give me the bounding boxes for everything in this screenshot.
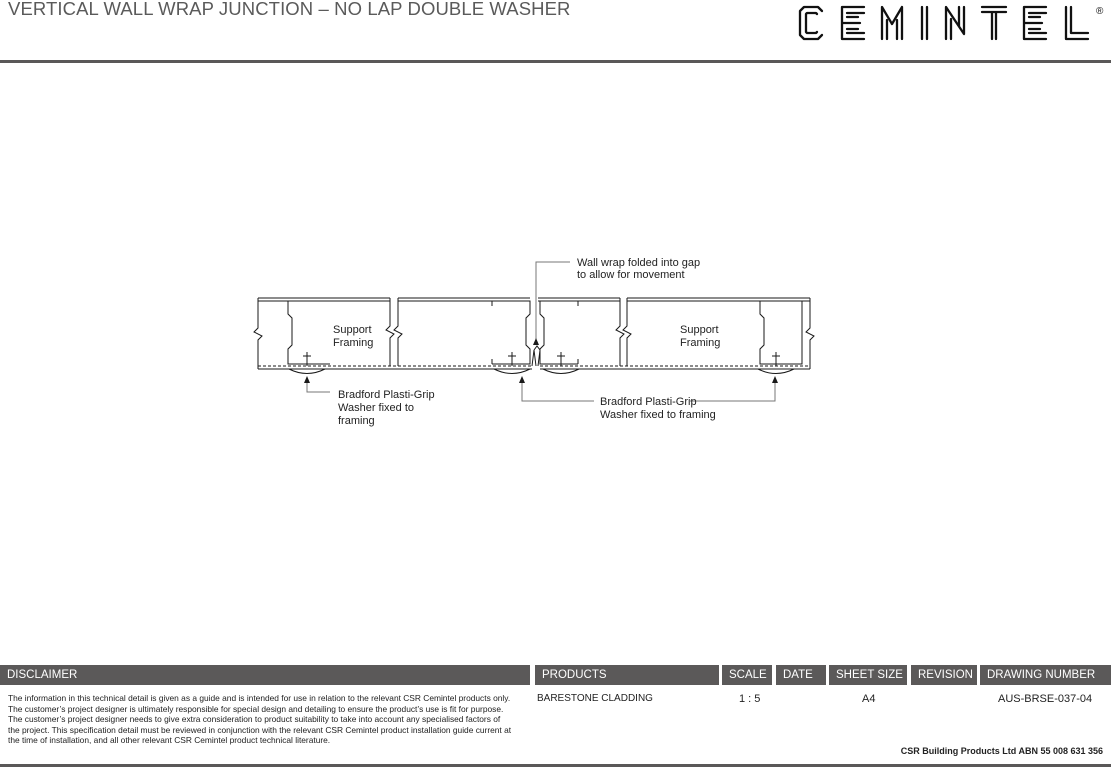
registered-mark: ® [1096, 6, 1104, 17]
header-scale: SCALE [722, 665, 772, 685]
wall-wrap-fold [532, 346, 540, 366]
leader-washer-left [307, 380, 330, 392]
header-date: DATE [776, 665, 826, 685]
products-value: BARESTONE CLADDING [537, 693, 653, 704]
break-line-right-mid [616, 298, 631, 366]
stud-right [760, 301, 802, 364]
label-wall-wrap-1: Wall wrap folded into gap [577, 257, 701, 269]
stud-left [288, 301, 330, 364]
label-wall-wrap-2: to allow for movement [577, 269, 685, 281]
arrow-wall-wrap [533, 338, 539, 345]
label-washer-left-2: Washer fixed to [338, 402, 415, 414]
arrow-washer-right [772, 376, 778, 383]
washer-right [758, 369, 794, 374]
header-drawing-number: DRAWING NUMBER [980, 665, 1111, 685]
header-disclaimer: DISCLAIMER [0, 665, 530, 685]
arrow-washer-left [304, 376, 310, 383]
company-abn: CSR Building Products Ltd ABN 55 008 631 356 [900, 746, 1103, 756]
arrow-washer-mid [519, 376, 525, 383]
label-support-framing-right-1: Support [680, 324, 719, 336]
label-washer-right-1: Bradford Plasti-Grip [600, 396, 697, 408]
label-support-framing-left-2: Framing [333, 337, 374, 349]
label-washer-left-3: framing [338, 415, 375, 427]
stud-mid-right [540, 301, 578, 364]
header-products: PRODUCTS [535, 665, 719, 685]
header-revision: REVISION [911, 665, 977, 685]
bottom-rule [0, 764, 1111, 767]
header-sheet-size: SHEET SIZE [829, 665, 907, 685]
break-line-right [806, 298, 814, 369]
break-line-left [254, 298, 262, 369]
washer-left [289, 369, 325, 374]
break-line-mid [386, 298, 402, 366]
scale-value: 1 : 5 [739, 693, 761, 705]
label-washer-left-1: Bradford Plasti-Grip [338, 389, 435, 401]
leader-wall-wrap [536, 262, 570, 342]
label-support-framing-left-1: Support [333, 324, 372, 336]
washer-mid-left [494, 369, 530, 374]
stud-mid-left [492, 301, 530, 364]
page-title: VERTICAL WALL WRAP JUNCTION – NO LAP DOUBLE WASHER [8, 0, 571, 19]
label-washer-right-2: Washer fixed to framing [600, 409, 716, 421]
label-support-framing-right-2: Framing [680, 337, 721, 349]
sheet-size-value: A4 [862, 693, 876, 705]
drawing-number-value: AUS-BRSE-037-04 [998, 693, 1093, 705]
disclaimer-text: The information in this technical detail is given as a guide and is intended for use in relation to the relevant CSR Cemintel products only. The customer’s project designer is ultimately responsible for special design and detailing to ensure the product’s use is fit for purpose. The customer’s project designer needs to give extra consideration to product suitability to take into account any specialised factors of the project. This specification detail must be reviewed in conjunction with the relevant CSR Cemintel product installation guide current at the time of installation, and all other relevant CSR Cemintel product technical literature. [8, 693, 512, 746]
washer-mid-right [543, 369, 579, 374]
